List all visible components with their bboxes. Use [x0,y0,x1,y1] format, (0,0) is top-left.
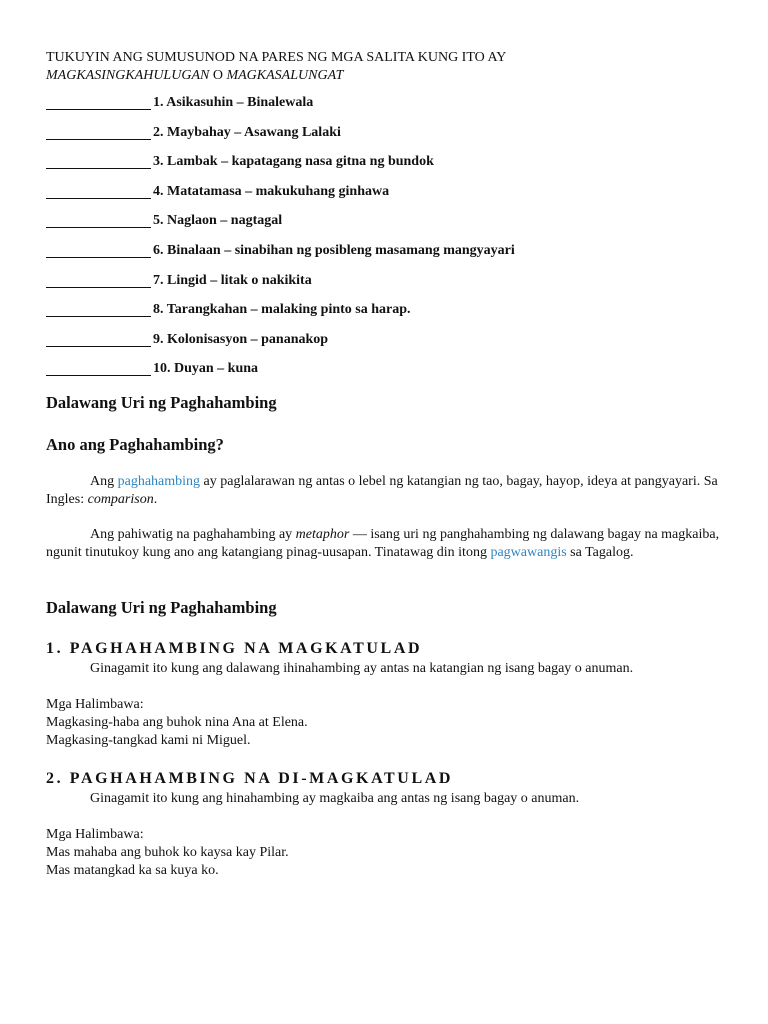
item-text: 8. Tarangkahan – malaking pinto sa harap. [153,302,411,318]
item-text: 5. Naglaon – nagtagal [153,213,283,229]
example-sentence: Mas mahaba ang buhok ko kaysa kay Pilar. [46,845,289,860]
paragraph-text: — isang uri ng panghahambing ng dalawang bagay na magkaiba, ngunit tinutukoy kung ano ang katangiang pinag-uusapan. Tinatawag din itong [46,527,720,560]
examples-label: Mga Halimbawa: [46,827,144,842]
term-antonym: MAGKASALUNGAT [226,68,344,83]
examples-block [46,826,289,880]
type-heading: 2. PAGHAHAMBING NA DI-MAGKATULAD [46,770,454,787]
list-item [46,273,515,303]
paghahambing-link[interactable]: paghahambing [117,474,201,489]
term-connector: O [209,68,227,83]
paragraph-text: sa Tagalog. [566,545,634,560]
example-sentence: Mas matangkad ka sa kuya ko. [46,863,219,878]
worksheet-items [46,95,515,391]
item-text: 4. Matatamasa – makukuhang ginhawa [153,183,390,199]
section-heading: Dalawang Uri ng Paghahambing [46,598,277,617]
example-sentence: Magkasing-tangkad kami ni Miguel. [46,733,251,748]
instruction-line: TUKUYIN ANG SUMUSUNOD NA PARES NG MGA SALITA KUNG ITO AY [46,50,507,65]
worksheet-instruction [46,49,506,85]
list-item [46,332,515,362]
answer-blank[interactable] [46,273,151,288]
answer-blank[interactable] [46,184,151,199]
paragraph-text: Ang pahiwatig na paghahambing ay [90,527,296,542]
metaphor-paragraph [46,526,726,562]
section-heading: Dalawang Uri ng Paghahambing [46,393,277,412]
list-item [46,361,515,391]
answer-blank[interactable] [46,332,151,347]
item-text: 2. Maybahay – Asawang Lalaki [153,124,341,140]
item-text: 9. Kolonisasyon – pananakop [153,331,329,347]
list-item [46,243,515,273]
instruction-terms [46,67,506,85]
paragraph-text: . [153,492,158,507]
list-item [46,302,515,332]
answer-blank[interactable] [46,95,151,110]
paragraph-text: Ang [90,474,118,489]
item-text: 1. Asikasuhin – Binalewala [153,95,314,110]
item-text: 7. Lingid – litak o nakikita [153,272,312,288]
list-item [46,213,515,243]
list-item [46,95,515,125]
example-sentence: Magkasing-haba ang buhok nina Ana at Elena. [46,715,308,730]
list-item [46,184,515,214]
answer-blank[interactable] [46,243,151,258]
pagwawangis-link[interactable]: pagwawangis [490,545,567,560]
list-item [46,154,515,184]
type-heading: 1. PAGHAHAMBING NA MAGKATULAD [46,640,423,657]
answer-blank[interactable] [46,302,151,317]
term-synonym: MAGKASINGKAHULUGAN [46,68,210,83]
item-text: 10. Duyan – kuna [153,361,259,377]
paragraph-text: ay paglalarawan ng antas o lebel ng katangian ng tao, bagay, hayop, ideya at pangyayari. Sa Ingles: [46,474,718,507]
item-text: 3. Lambak – kapatagang nasa gitna ng bundok [153,154,434,170]
definition-paragraph [46,473,726,509]
type-description: Ginagamit ito kung ang hinahambing ay magkaiba ang antas ng isang bagay o anuman. [90,791,580,806]
list-item [46,125,515,155]
emphasis-text: comparison [87,492,154,507]
examples-label: Mga Halimbawa: [46,697,144,712]
type-description: Ginagamit ito kung ang dalawang ihinahambing ay antas na katangian ng isang bagay o anuman. [90,661,634,676]
emphasis-text: metaphor [295,527,350,542]
answer-blank[interactable] [46,125,151,140]
answer-blank[interactable] [46,154,151,169]
answer-blank[interactable] [46,361,151,376]
examples-block [46,696,308,750]
section-heading: Ano ang Paghahambing? [46,435,224,454]
item-text: 6. Binalaan – sinabihan ng posibleng masamang mangyayari [153,242,515,258]
answer-blank[interactable] [46,213,151,228]
